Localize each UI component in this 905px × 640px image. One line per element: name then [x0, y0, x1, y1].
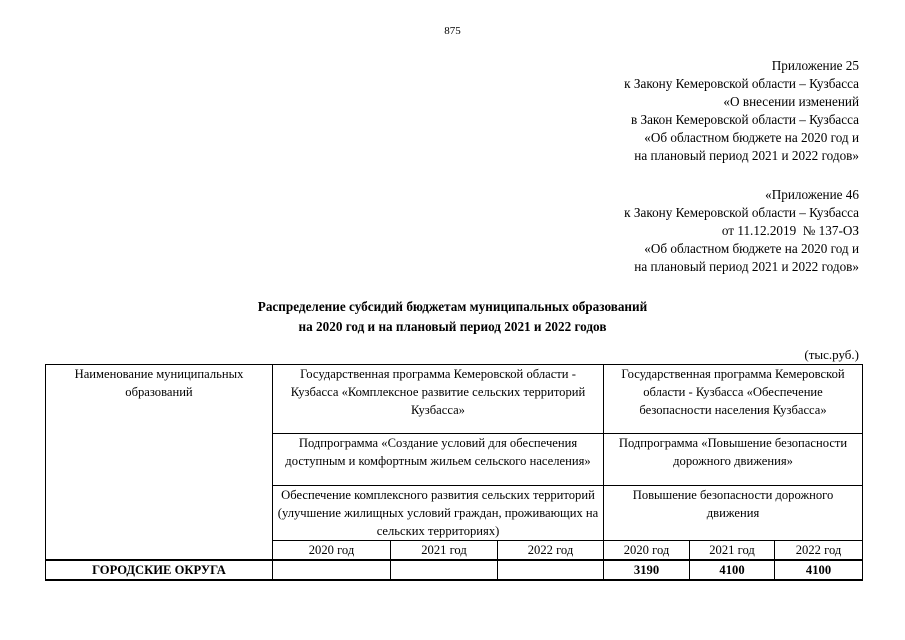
table-row [46, 560, 863, 580]
program-2-title: Государственная программа Кемеровской области - Кузбасса «Обеспечение безопасности населения Кузбасса» [604, 365, 863, 434]
program-2-activity: Повышение безопасности дорожного движения [604, 486, 863, 541]
program-1-activity: Обеспечение комплексного развития сельских территорий (улучшение жилищных условий граждан, проживающих на сельских территориях) [273, 486, 604, 541]
appendix-line: «О внесении изменений [723, 94, 859, 109]
value-cell: 4100 [690, 560, 775, 580]
appendix-line: в Закон Кемеровской области – Кузбасса [630, 112, 859, 127]
program-1-title: Государственная программа Кемеровской области - Кузбасса «Комплексное развитие сельских территорий Кузбасса» [273, 365, 604, 434]
appendix-line: на плановый период 2021 и 2022 годов» [634, 259, 859, 274]
name-column-header: Наименование муниципальных образований [46, 365, 273, 561]
document-title [0, 297, 905, 337]
appendix-header [624, 57, 859, 165]
appendix-line: к Закону Кемеровской области – Кузбасса [624, 76, 859, 91]
value-cell: 4100 [775, 560, 863, 580]
year-header: 2021 год [690, 541, 775, 561]
appendix-line: «Об областном бюджете на 2020 год и [644, 241, 859, 256]
appendix-line: Приложение 25 [771, 58, 859, 73]
unit-label: (тыс.руб.) [804, 347, 859, 362]
row-name: ГОРОДСКИЕ ОКРУГА [46, 560, 273, 580]
value-cell [273, 560, 391, 580]
appendix-line: на плановый период 2021 и 2022 годов» [634, 148, 859, 163]
appendix-line: «Приложение 46 [765, 187, 859, 202]
appendix-line: к Закону Кемеровской области – Кузбасса [624, 205, 859, 220]
title-line: на 2020 год и на плановый период 2021 и 2022 годов [298, 319, 607, 334]
program-2-subprogram: Подпрограмма «Повышение безопасности дорожного движения» [604, 434, 863, 486]
year-header: 2022 год [775, 541, 863, 561]
page-number: 875 [444, 25, 461, 37]
program-1-subprogram: Подпрограмма «Создание условий для обеспечения доступным и комфортным жильем сельского населения» [273, 434, 604, 486]
year-header: 2020 год [273, 541, 391, 561]
appendix-line: от 11.12.2019 № 137-ОЗ [721, 223, 859, 238]
appendix-header-2 [624, 186, 859, 276]
year-header: 2022 год [498, 541, 604, 561]
year-header: 2020 год [604, 541, 690, 561]
title-line: Распределение субсидий бюджетам муниципальных образований [257, 299, 648, 314]
value-cell [391, 560, 498, 580]
value-cell: 3190 [604, 560, 690, 580]
appendix-line: «Об областном бюджете на 2020 год и [644, 130, 859, 145]
year-header: 2021 год [391, 541, 498, 561]
subsidy-table [45, 364, 863, 581]
value-cell [498, 560, 604, 580]
